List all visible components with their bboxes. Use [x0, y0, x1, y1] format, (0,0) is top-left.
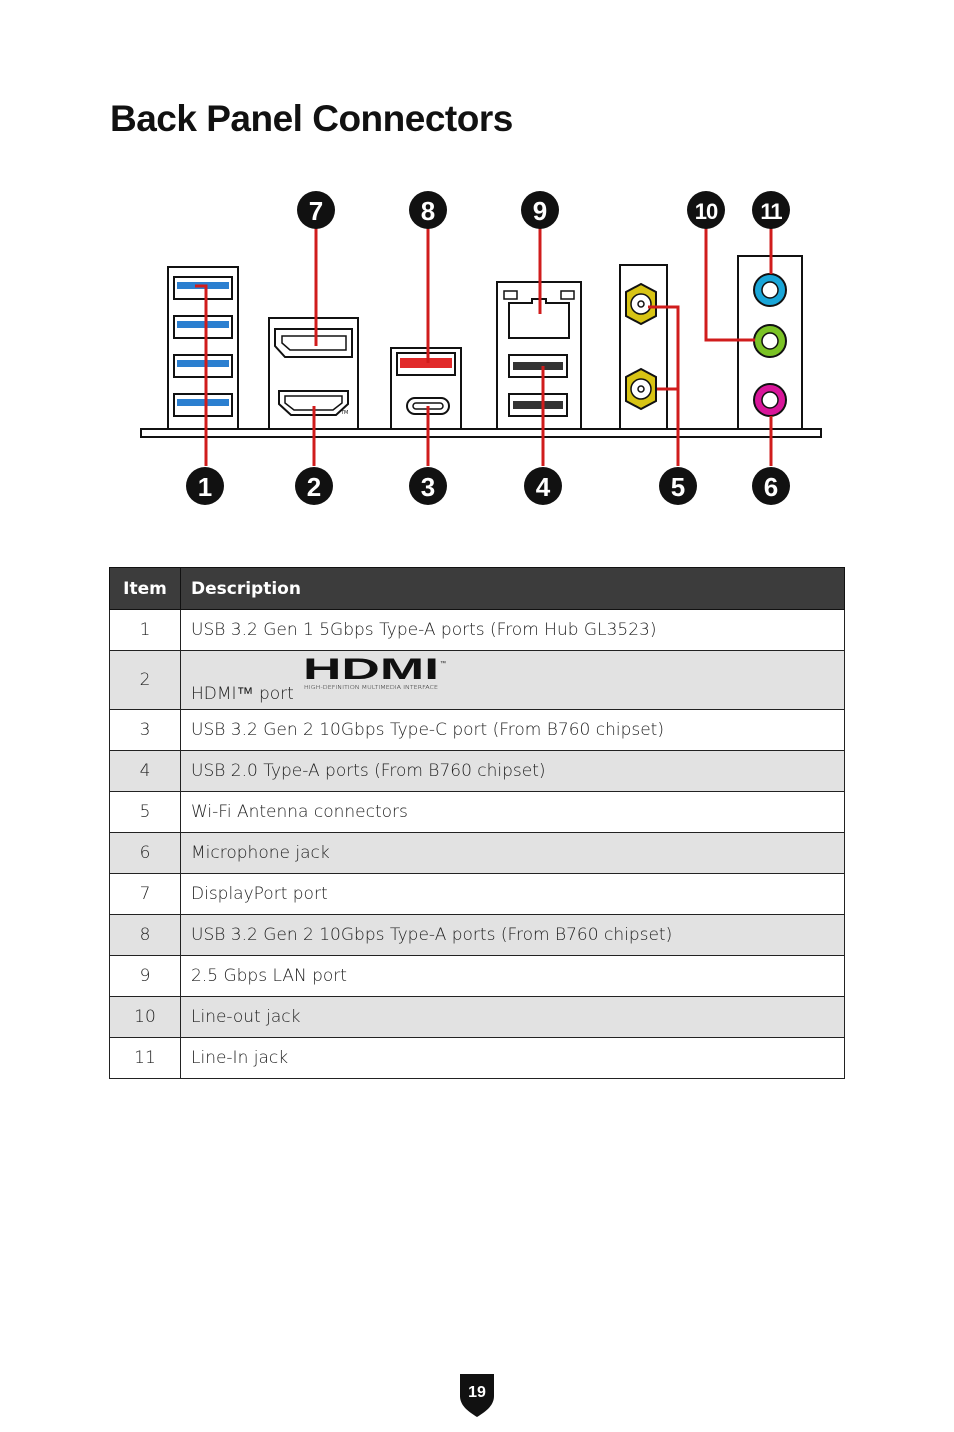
row-description: 2.5 Gbps LAN port — [181, 956, 845, 997]
row-item: 8 — [110, 915, 181, 956]
row-item: 9 — [110, 956, 181, 997]
usb-gen2-block — [391, 348, 461, 429]
row-description: Line-In jack — [181, 1038, 845, 1079]
svg-text:4: 4 — [535, 472, 551, 502]
svg-text:™: ™ — [440, 659, 447, 667]
row-item: 10 — [110, 997, 181, 1038]
page-number-badge — [458, 1372, 496, 1418]
table-row — [110, 610, 845, 651]
row-description: Microphone jack — [181, 833, 845, 874]
table-row — [110, 915, 845, 956]
svg-text:11: 11 — [760, 199, 782, 224]
usb-a-port-blue — [174, 355, 232, 377]
row-description: DisplayPort port — [181, 874, 845, 915]
table-row — [110, 1038, 845, 1079]
row-item: 6 — [110, 833, 181, 874]
audio-jack-block — [738, 256, 802, 429]
callout-9 — [521, 191, 559, 229]
callout-2 — [295, 467, 333, 505]
connector-table — [109, 567, 845, 1079]
row-description: USB 3.2 Gen 2 10Gbps Type-C port (From B760 chipset) — [181, 710, 845, 751]
row-description: USB 3.2 Gen 2 10Gbps Type-A ports (From B760 chipset) — [181, 915, 845, 956]
row-description: Line-out jack — [181, 997, 845, 1038]
table-header-row — [110, 568, 845, 610]
usb-a-port-blue — [174, 394, 232, 416]
header-item: Item — [110, 568, 181, 610]
svg-text:HIGH-DEFINITION MULTIMEDIA INT: HIGH-DEFINITION MULTIMEDIA INTERFACE — [304, 684, 439, 691]
svg-text:7: 7 — [308, 196, 324, 226]
row-description: USB 3.2 Gen 1 5Gbps Type-A ports (From Hub GL3523) — [181, 610, 845, 651]
row-item: 3 — [110, 710, 181, 751]
svg-text:3: 3 — [420, 472, 436, 502]
svg-text:5: 5 — [670, 472, 686, 502]
usb2-port — [513, 401, 563, 409]
svg-text:10: 10 — [694, 199, 718, 224]
row-description: Wi-Fi Antenna connectors — [181, 792, 845, 833]
table-row — [110, 751, 845, 792]
table-row — [110, 710, 845, 751]
row-item: 7 — [110, 874, 181, 915]
row-item: 1 — [110, 610, 181, 651]
page-title: Back Panel Connectors — [110, 98, 513, 139]
usb32-gen1-port-stack — [168, 267, 238, 429]
row-description: HDMI™ port — [191, 683, 294, 704]
callout-1 — [186, 467, 224, 505]
hdmi-logo — [303, 657, 449, 691]
usb-a-port-blue — [174, 277, 232, 299]
callout-7 — [297, 191, 335, 229]
table-row — [110, 874, 845, 915]
svg-text:HDMI: HDMI — [303, 656, 440, 686]
table-row — [110, 833, 845, 874]
callout-11 — [752, 191, 790, 229]
row-item: 4 — [110, 751, 181, 792]
page-number: 19 — [468, 1384, 486, 1401]
table-row — [110, 792, 845, 833]
usb-a-port-red — [400, 358, 452, 368]
tm-mark: TM — [341, 410, 349, 416]
usb-a-port-blue — [174, 316, 232, 338]
io-shield-baseplate — [141, 429, 821, 437]
back-panel-diagram — [0, 180, 954, 520]
callout-8 — [409, 191, 447, 229]
callout-6 — [752, 467, 790, 505]
svg-text:9: 9 — [532, 196, 548, 226]
antenna-connector — [626, 369, 656, 409]
antenna-connector — [626, 284, 656, 324]
row-description: USB 2.0 Type-A ports (From B760 chipset) — [181, 751, 845, 792]
row-description-cell — [181, 651, 845, 710]
callout-10 — [687, 191, 725, 229]
table-row — [110, 956, 845, 997]
row-item: 2 — [110, 651, 181, 710]
svg-text:2: 2 — [306, 472, 322, 502]
callout-3 — [409, 467, 447, 505]
row-item: 5 — [110, 792, 181, 833]
wifi-antenna-block — [620, 265, 667, 429]
usb2-port — [513, 362, 563, 370]
table-row — [110, 651, 845, 710]
header-description: Description — [181, 568, 845, 610]
callout-4 — [524, 467, 562, 505]
table-row — [110, 997, 845, 1038]
row-item: 11 — [110, 1038, 181, 1079]
svg-text:8: 8 — [420, 196, 436, 226]
svg-text:6: 6 — [763, 472, 779, 502]
callout-5 — [659, 467, 697, 505]
svg-text:1: 1 — [197, 472, 213, 502]
